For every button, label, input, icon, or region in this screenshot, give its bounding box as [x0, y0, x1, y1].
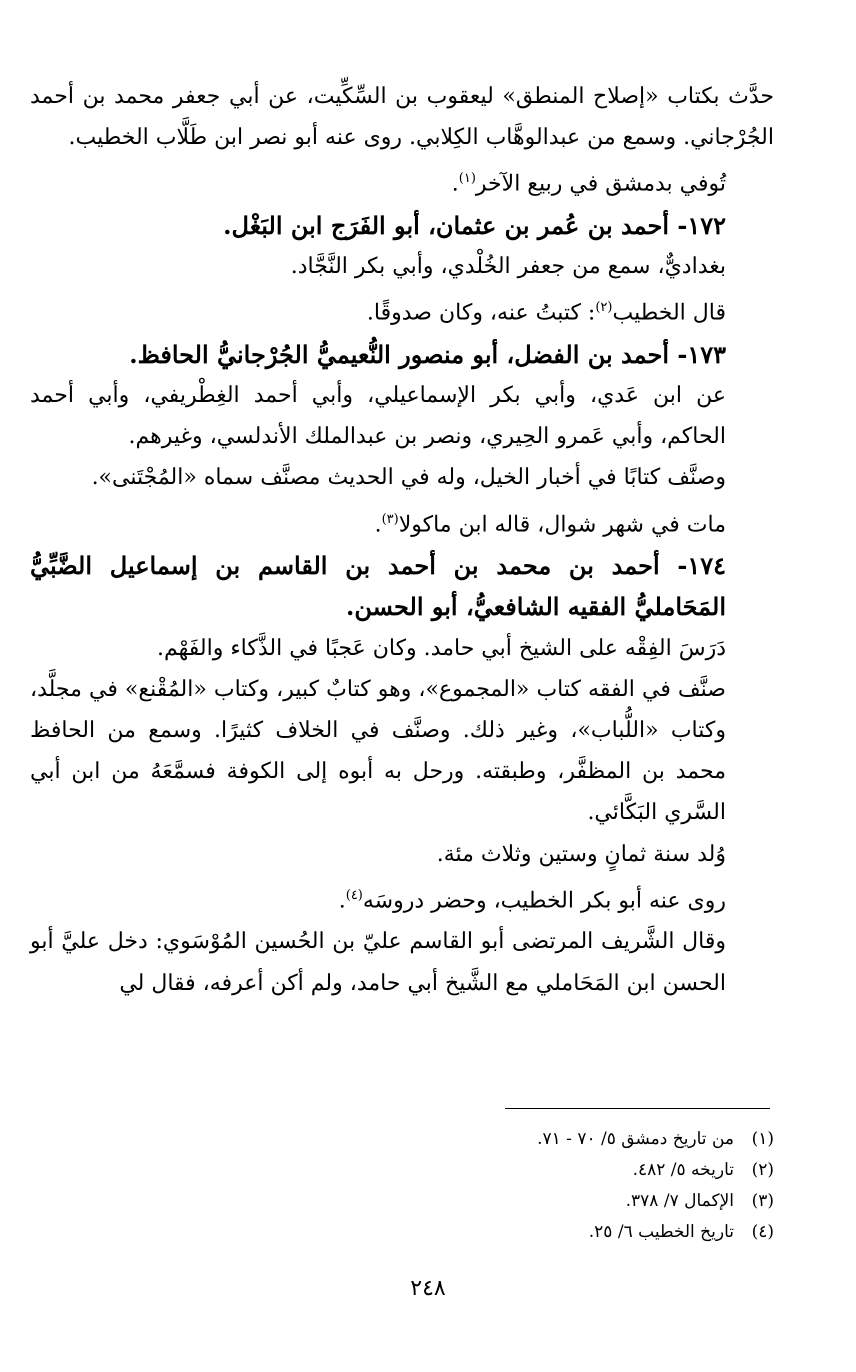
paragraph: وُلد سنة ثمانٍ وستين وثلاث مئة.: [436, 841, 726, 867]
paragraph: وصنَّف كتابًا في أخبار الخيل، وله في الحديث مصنَّف سماه «المُجْتَنى».: [91, 465, 726, 491]
paragraph: وقال الشَّريف المرتضى أبو القاسم عليّ بن الحُسين المُوْسَوي: دخل عليَّ أبو الحسن ابن المَحَاملي مع الشَّيخ أبي حامد، ولم أكن أعرفه، فقال لي: [30, 929, 726, 996]
main-text: [30, 76, 774, 1004]
paragraph: تُوفي بدمشق في ربيع الآخر$^{(١)}$.: [451, 171, 726, 197]
paragraph: روى عنه أبو بكر الخطيب، وحضر دروسَه$^{(٤)}$.: [338, 887, 726, 914]
paragraph: مات في شهر شوال، قاله ابن ماكولا$^{(٣)}$.: [374, 511, 726, 538]
footnote: (٢)تاريخه ٥/ ٤٨٢.: [632, 1160, 774, 1180]
footnote: (١)من تاريخ دمشق ٥/ ٧٠ - ٧١.: [537, 1129, 774, 1149]
paragraph: دَرَسَ الفِقْه على الشيخ أبي حامد. وكان عَجبًا في الذَّكاء والفَهْم.: [156, 635, 726, 661]
paragraph: قال الخطيب$^{(٢)}$: كتبتُ عنه، وكان صدوقًا.: [366, 300, 726, 326]
footnote-ref: (١): [458, 171, 476, 187]
entry-heading: ١٧٢- أحمد بن عُمر بن عثمان، أبو الفَرَج ابن البَغْل.: [223, 210, 726, 240]
footnote-separator: [505, 1108, 770, 1109]
footnotes: [200, 1124, 774, 1248]
paragraph: حدَّث بكتاب «إصلاح المنطق» ليعقوب بن السِّكِّيت، عن أبي جعفر محمد بن أحمد الجُرْجاني. وسمع من عبدالوهَّاب الكِلابي. روى عنه أبو نصر ابن طَلَّاب الخطيب.: [30, 84, 774, 151]
paragraph: صنَّف في الفقه كتاب «المجموع»، وهو كتابٌ كبير، وكتاب «المُقْنع» في مجلَّد، وكتاب «اللُّباب»، وغير ذلك. وصنَّف في الخلاف كثيرًا. وسمع من الحافظ محمد بن المظفَّر، وطبقته. ورحل به أبوه إلى الكوفة فسمَّعَهُ من ابن أبي السَّري البَكَّائي.: [30, 676, 726, 826]
footnote-ref: (٢): [595, 300, 613, 316]
footnote: (٣)الإكمال ٧/ ٣٧٨.: [625, 1191, 774, 1211]
paragraph: بغداديٌّ، سمع من جعفر الخُلْدي، وأبي بكر النَّجَّاد.: [290, 254, 726, 280]
footnote: (٤)تاريخ الخطيب ٦/ ٢٥.: [588, 1222, 774, 1242]
entry-heading: ١٧٤- أحمد بن محمد بن أحمد بن القاسم بن إسماعيل الضَّبِّيُّ المَحَامليُّ الفقيه الشافعيُّ، أبو الحسن.: [30, 551, 726, 622]
footnote-ref: (٤): [345, 887, 363, 903]
paragraph: عن ابن عَدي، وأبي بكر الإسماعيلي، وأبي أحمد الغِطْريفي، وأبي أحمد الحاكم، وأبي عَمرو الحِيري، ونصر بن عبدالملك الأندلسي، وغيرهم.: [30, 383, 726, 450]
page-number: ٢٤٨: [410, 1276, 446, 1301]
entry-heading: ١٧٣- أحمد بن الفضل، أبو منصور النُّعيميُّ الجُرْجانيُّ الحافظ.: [129, 339, 726, 369]
footnote-ref: (٣): [381, 511, 399, 527]
